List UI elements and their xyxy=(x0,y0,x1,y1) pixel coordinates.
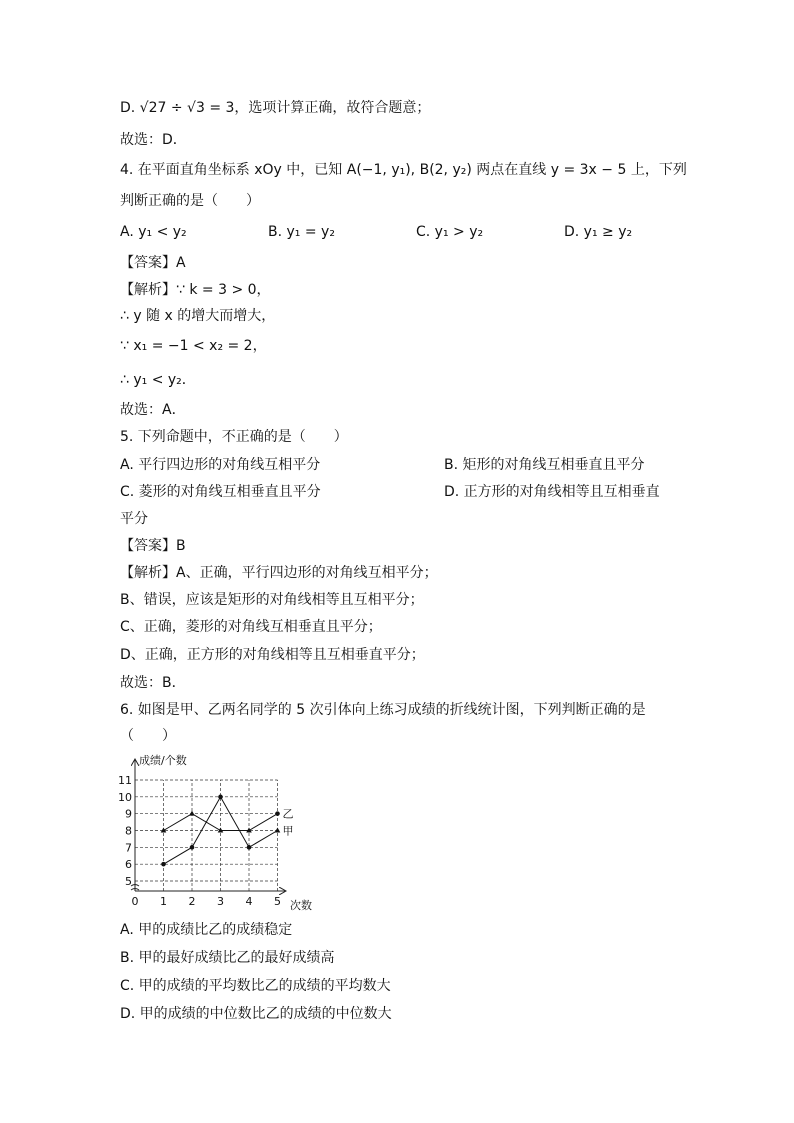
q5-answer: 【答案】B xyxy=(120,538,186,554)
q3-choose: 故选：D． xyxy=(120,132,187,148)
q4-choose: 故选：A． xyxy=(120,402,186,418)
y-tick-label: 10 xyxy=(118,790,132,804)
data-point-series-2 xyxy=(161,828,167,833)
q4-answer: 【答案】A xyxy=(120,255,186,271)
y-tick-label: 8 xyxy=(125,824,132,838)
q5-option-a: A. 平行四边形的对角线互相平分 xyxy=(120,457,321,473)
q5-analysis-3: C、正确，菱形的对角线互相垂直且平分； xyxy=(120,619,382,635)
series-label: 甲 xyxy=(282,824,294,838)
q4-option-a: A. y₁ < y₂ xyxy=(120,224,187,240)
x-axis-label: 次数 xyxy=(290,899,312,912)
q6-stem-line2: （ ） xyxy=(120,728,176,744)
origin-label: 0 xyxy=(131,895,139,908)
q6-option-a: A. 甲的成绩比乙的成绩稳定 xyxy=(120,922,293,938)
q4-analysis-3: ∵ x₁ = −1 < x₂ = 2， xyxy=(120,338,267,354)
data-point-series-1 xyxy=(190,845,195,850)
q5-analysis-2: B、错误，应该是矩形的对角线相等且互相平分； xyxy=(120,592,424,608)
q5-option-c: C. 菱形的对角线互相垂直且平分 xyxy=(120,484,321,500)
q6-option-c: C. 甲的成绩的平均数比乙的成绩的平均数大 xyxy=(120,978,391,994)
data-point-series-2 xyxy=(275,811,280,816)
data-point-series-1 xyxy=(275,828,281,833)
q5-choose: 故选：B． xyxy=(120,675,186,691)
y-tick-label: 6 xyxy=(125,858,132,872)
y-tick-label: 9 xyxy=(125,807,132,821)
q6-stem-line1: 6. 如图是甲、乙两名同学的 5 次引体向上练习成绩的折线统计图，下列判断正确的是 xyxy=(120,702,646,718)
line-chart xyxy=(115,748,335,913)
data-point-series-1 xyxy=(247,845,252,850)
q4-stem-line2: 判断正确的是（ ） xyxy=(120,193,260,209)
q5-option-d: D. 正方形的对角线相等且互相垂直 xyxy=(444,484,660,500)
y-tick-label: 11 xyxy=(118,774,132,787)
q4-analysis-4: ∴ y₁ < y₂． xyxy=(120,372,196,388)
x-tick-label: 1 xyxy=(160,895,167,908)
data-point-series-1 xyxy=(161,862,166,867)
q5-stem: 5. 下列命题中，不正确的是（ ） xyxy=(120,429,348,445)
q4-option-c: C. y₁ > y₂ xyxy=(416,224,484,240)
q5-analysis-1: 【解析】A、正确，平行四边形的对角线互相平分； xyxy=(120,565,438,581)
x-tick-label: 2 xyxy=(188,895,196,908)
y-tick-label: 7 xyxy=(125,841,132,855)
x-tick-label: 5 xyxy=(274,895,281,908)
data-point-series-2 xyxy=(189,811,195,816)
q4-stem-line1: 4. 在平面直角坐标系 xOy 中，已知 A(−1, y₁), B(2, y₂) 两点在直线 y = 3x − 5 上，下列 xyxy=(120,162,687,178)
x-tick-label: 4 xyxy=(245,895,253,908)
data-point-series-1 xyxy=(218,795,223,800)
y-axis-label: 成绩/个数 xyxy=(139,754,187,767)
q5-option-b: B. 矩形的对角线互相垂直且平分 xyxy=(444,457,645,473)
q4-option-b: B. y₁ = y₂ xyxy=(268,224,335,240)
y-tick-label: 5 xyxy=(125,875,132,888)
series-label: 乙 xyxy=(282,807,294,821)
q5-option-d-wrap: 平分 xyxy=(120,511,148,527)
q4-option-d: D. y₁ ≥ y₂ xyxy=(564,224,633,240)
q4-analysis-1: 【解析】∵ k = 3 > 0， xyxy=(120,282,271,298)
q4-analysis-2: ∴ y 随 x 的增大而增大， xyxy=(120,308,276,324)
q6-option-b: B. 甲的最好成绩比乙的最好成绩高 xyxy=(120,950,335,966)
x-tick-label: 3 xyxy=(217,895,224,908)
q5-analysis-4: D、正确，正方形的对角线相等且互相垂直平分； xyxy=(120,647,425,663)
q6-option-d: D. 甲的成绩的中位数比乙的成绩的中位数大 xyxy=(120,1006,392,1022)
q3-option-d: D. √27 ÷ √3 = 3，选项计算正确，故符合题意； xyxy=(120,100,431,116)
